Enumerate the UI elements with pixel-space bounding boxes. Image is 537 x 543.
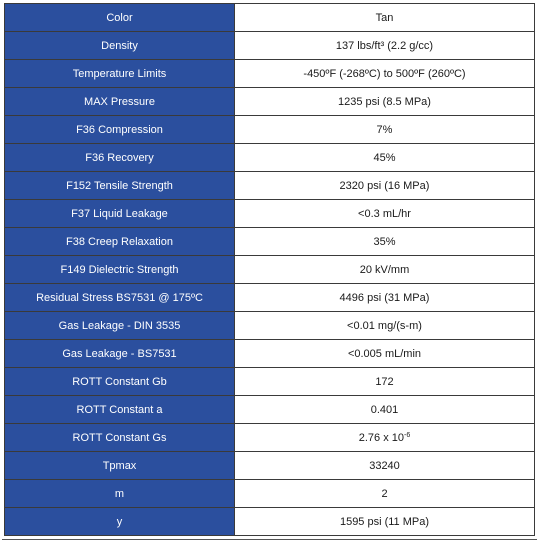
property-value: 137 lbs/ft³ (2.2 g/cc) xyxy=(235,32,535,60)
property-label: F36 Recovery xyxy=(5,144,235,172)
property-label: F37 Liquid Leakage xyxy=(5,200,235,228)
table-row xyxy=(5,88,535,116)
table-row xyxy=(5,508,535,536)
property-label: MAX Pressure xyxy=(5,88,235,116)
property-value: Tan xyxy=(235,4,535,32)
property-value: -450ºF (-268ºC) to 500ºF (260ºC) xyxy=(235,60,535,88)
property-label: F36 Compression xyxy=(5,116,235,144)
property-label: ROTT Constant a xyxy=(5,396,235,424)
table-row xyxy=(5,452,535,480)
table-row xyxy=(5,4,535,32)
property-value: 45% xyxy=(235,144,535,172)
property-label: Density xyxy=(5,32,235,60)
table-row xyxy=(5,144,535,172)
property-label: F152 Tensile Strength xyxy=(5,172,235,200)
property-label: Gas Leakage - BS7531 xyxy=(5,340,235,368)
property-label: Color xyxy=(5,4,235,32)
property-value: <0.005 mL/min xyxy=(235,340,535,368)
property-label: ROTT Constant Gb xyxy=(5,368,235,396)
table-row xyxy=(5,312,535,340)
property-value: 2320 psi (16 MPa) xyxy=(235,172,535,200)
property-value xyxy=(235,424,535,452)
property-value: 172 xyxy=(235,368,535,396)
property-label: Tpmax xyxy=(5,452,235,480)
table-row xyxy=(5,200,535,228)
property-value: 33240 xyxy=(235,452,535,480)
value-exponent: -6 xyxy=(404,431,411,439)
property-value: 20 kV/mm xyxy=(235,256,535,284)
table-row xyxy=(5,396,535,424)
property-value: <0.3 mL/hr xyxy=(235,200,535,228)
property-value: 2 xyxy=(235,480,535,508)
property-value: 35% xyxy=(235,228,535,256)
property-label: m xyxy=(5,480,235,508)
property-label: Gas Leakage - DIN 3535 xyxy=(5,312,235,340)
property-value: 1595 psi (11 MPa) xyxy=(235,508,535,536)
table-row xyxy=(5,228,535,256)
table-row xyxy=(5,256,535,284)
properties-table-body xyxy=(5,4,535,536)
table-row xyxy=(5,32,535,60)
table-row xyxy=(5,480,535,508)
table-row xyxy=(5,60,535,88)
property-value: 4496 psi (31 MPa) xyxy=(235,284,535,312)
property-label: F38 Creep Relaxation xyxy=(5,228,235,256)
table-row xyxy=(5,172,535,200)
table-row xyxy=(5,424,535,452)
property-label: Temperature Limits xyxy=(5,60,235,88)
table-row xyxy=(5,340,535,368)
material-properties-table xyxy=(4,3,535,536)
table-row xyxy=(5,116,535,144)
property-value: 1235 psi (8.5 MPa) xyxy=(235,88,535,116)
property-label: F149 Dielectric Strength xyxy=(5,256,235,284)
bottom-divider xyxy=(2,539,537,540)
table-row xyxy=(5,368,535,396)
property-label: y xyxy=(5,508,235,536)
value-mantissa: 2.76 x 10 xyxy=(358,431,405,444)
property-value: 0.401 xyxy=(235,396,535,424)
property-label: Residual Stress BS7531 @ 175ºC xyxy=(5,284,235,312)
property-value: <0.01 mg/(s-m) xyxy=(235,312,535,340)
table-row xyxy=(5,284,535,312)
property-value: 7% xyxy=(235,116,535,144)
property-label: ROTT Constant Gs xyxy=(5,424,235,452)
